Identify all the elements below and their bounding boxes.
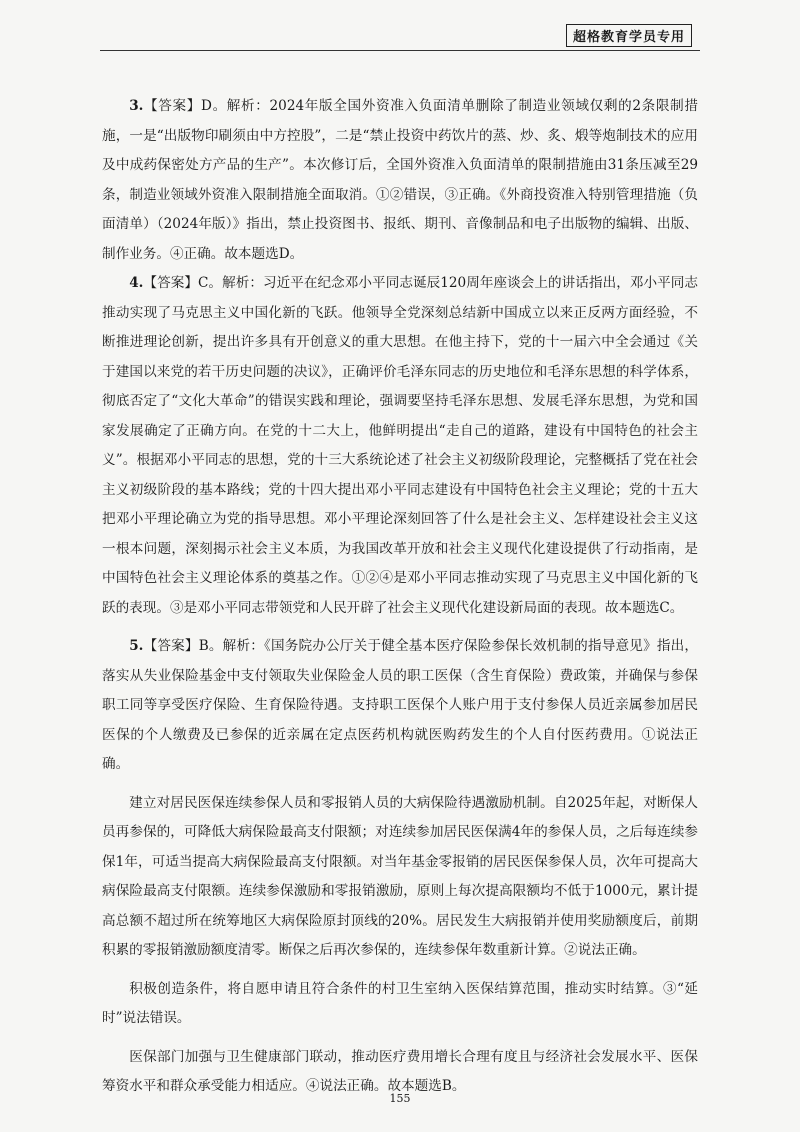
header-rule	[100, 50, 700, 51]
answer-label: 【答案】	[143, 98, 202, 114]
answer-text: D。解析：2024年版全国外资准入负面清单删除了制造业领域仅剩的2条限制措施，一是“出版物印刷须由中方控股”，二是“禁止投资中药饮片的蒸、炒、炙、煅等炮制技术的应用及中成药保密处方产品的生产”。本次修订后，全国外资准入负面清单的限制措施由31条压减至29条，制造业领域外资准入限制措施全面取消。①②错误，③正确。《外商投资准入特别管理措施（负面清单）（2024年版）》指出，禁止投资图书、报纸、期刊、音像制品和电子出版物的编辑、出版、制作业务。④正确。故本题选D。	[102, 98, 699, 262]
paragraph: 医保部门加强与卫生健康部门联动，推动医疗费用增长合理有度且与经济社会发展水平、医保筹资水平和群众承受能力相适应。④说法正确。故本题选B。	[102, 1048, 698, 1094]
paragraph: 积极创造条件，将自愿申请且符合条件的村卫生室纳入医保结算范围，推动实时结算。③“延时”说法错误。	[102, 980, 698, 1026]
answer-content	[102, 92, 698, 1102]
answer-5	[102, 632, 698, 780]
answer-label: 【答案】	[143, 638, 199, 654]
answer-4	[102, 269, 698, 623]
answer-number: 3.	[129, 98, 144, 114]
answer-text: B。解析：《国务院办公厅关于健全基本医疗保险参保长效机制的指导意见》指出，落实从失业保险基金中支付领取失业保险金人员的职工医保（含生育保险）费政策，并确保与参保职工同等享受医疗保险、生育保险待遇。支持职工医保个人账户用于支付参保人员近亲属参加居民医保的个人缴费及已参保的近亲属在定点医药机构就医购药发生的个人自付医药费用。①说法正确。	[102, 638, 699, 772]
answer-text: C。解析：习近平在纪念邓小平同志诞辰120周年座谈会上的讲话指出，邓小平同志推动实现了马克思主义中国化新的飞跃。他领导全党深刻总结新中国成立以来正反两方面经验，不断推进理论创新，提出许多具有开创意义的重大思想。在他主持下，党的十一届六中全会通过《关于建国以来党的若干历史问题的决议》，正确评价毛泽东同志的历史地位和毛泽东思想的科学体系，彻底否定了“文化大革命”的错误实践和理论，强调要坚持毛泽东思想、发展毛泽东思想，为党和国家发展确定了正确方向。在党的十二大上，他鲜明提出“走自己的道路，建设有中国特色的社会主义”。根据邓小平同志的思想，党的十三大系统论述了社会主义初级阶段理论，完整概括了党在社会主义初级阶段的基本路线；党的十四大提出邓小平同志建设有中国特色社会主义理论；党的十五大把邓小平理论确立为党的指导思想。邓小平理论深刻回答了什么是社会主义、怎样建设社会主义这一根本问题，深刻揭示社会主义本质，为我国改革开放和社会主义现代化建设提供了行动指南，是中国特色社会主义理论体系的奠基之作。①②④是邓小平同志推动实现了马克思主义中国化新的飞跃的表现。③是邓小平同志带领党和人民开辟了社会主义现代化建设新局面的表现。故本题选C。	[102, 275, 698, 616]
answer-3	[102, 92, 698, 269]
header-tag: 超格教育学员专用	[566, 24, 692, 47]
paragraph: 建立对居民医保连续参保人员和零报销人员的大病保险待遇激励机制。自2025年起，对断保人员再参保的，可降低大病保险最高支付限额；对连续参加居民医保满4年的参保人员，之后每连续参保1年，可适当提高大病保险最高支付限额。对当年基金零报销的居民医保参保人员，次年可提高大病保险最高支付限额。连续参保激励和零报销激励，原则上每次提高限额均不低于1000元，累计提高总额不超过所在统筹地区大病保险原封顶线的20%。居民发生大病报销并使用奖励额度后，前期积累的零报销激励额度清零。断保之后再次参保的，连续参保年数重新计算。②说法正确。	[102, 794, 698, 958]
answer-label: 【答案】	[143, 275, 198, 291]
answer-number: 4.	[129, 275, 144, 291]
page-number: 155	[389, 1092, 411, 1105]
answer-number: 5.	[129, 638, 144, 654]
